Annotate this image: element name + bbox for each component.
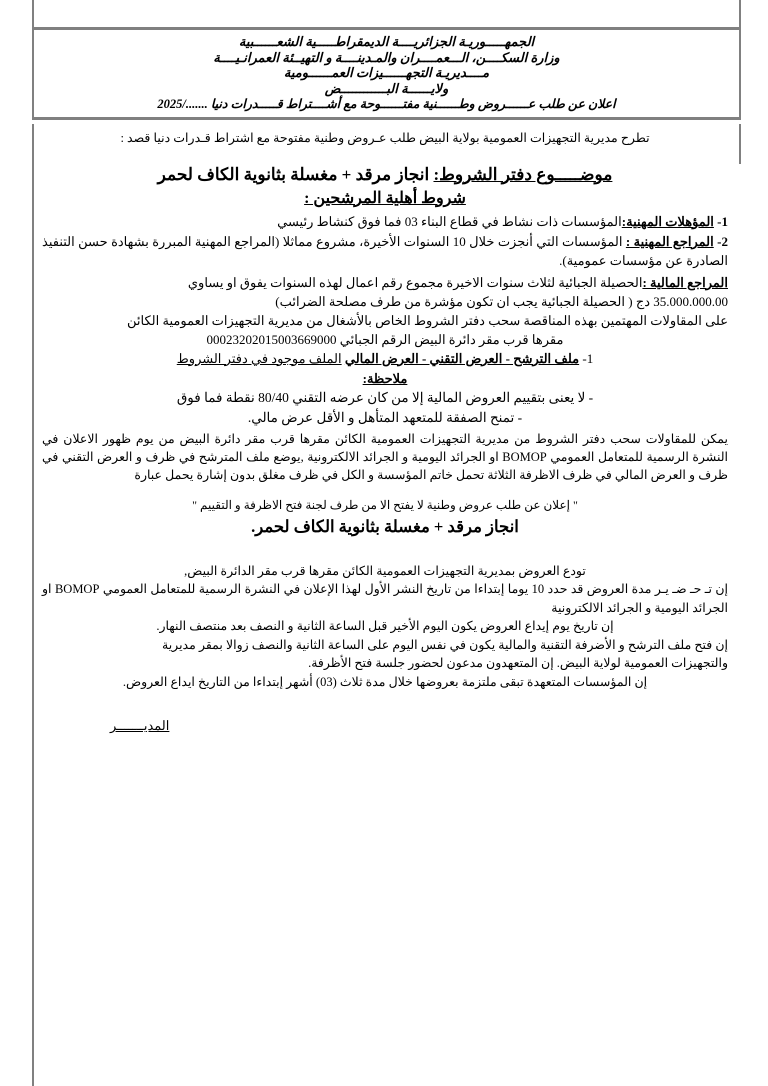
- header-announcement-line: اعلان عن طلب عــــــروض وطــــــنية مفتــــــوحة مع أشــــتراط قـــــدرات دنيا ......./2025: [157, 97, 616, 111]
- intro-paragraph: تطرح مديرية التجهيزات العمومية بولاية البيض طلب عـروض وطنية مفتوحة مع اشتراط قـدرات دنيا قصد :: [120, 131, 650, 145]
- file-composition-item: [42, 349, 728, 369]
- document-header-frame: [32, 27, 741, 120]
- financial-line-2: [42, 292, 728, 311]
- frame-spur-body-right: [739, 124, 741, 164]
- closing-line-5: والتجهيزات العمومية لولاية البيض. إن المتعهدون مدعون لحضور جلسة فتح الأظرفة.: [308, 656, 728, 670]
- condition-item-2: [42, 232, 728, 271]
- condition-2-label: المراجع المهنية :: [625, 233, 714, 249]
- withdrawal-line-1: يمكن للمقاولات سحب دفتر الشروط من مديرية التجهيزات العمومية الكائن مقرها قرب مقر دائرة البيض من يوم ظهور: [102, 431, 729, 446]
- document-body: [42, 130, 728, 735]
- closing-block: [42, 548, 728, 692]
- note-bullet-1: - لا يعنى بتقييم العروض المالية إلا من كان عرضه التقني 80/40 نقطة فما فوق: [176, 389, 594, 405]
- closing-line-2b: العمومي: [102, 582, 147, 596]
- signature-label: المديـــــــر: [110, 718, 170, 733]
- subject-title-value: انجاز مرقد + مغسلة بثانوية الكاف لحمر: [157, 164, 430, 184]
- condition-2-text: المؤسسات التي أنجزت خلال 10 السنوات الأخيرة، مشروع مماثلا (المراجع المهنية المبررة بشهادة حسن التنفيذ الصادرة عن مؤسسات عمومية).: [42, 233, 728, 268]
- closing-line-4: إن فتح ملف الترشح و الأضرفة التقنية والمالية يكون في نفس اليوم على الساعة الثانية والنصف زوالا بمقر مديرية: [162, 637, 728, 652]
- header-directorate-line: مــــديريـة التجهــــــيزات العمــــــومية: [283, 65, 490, 80]
- closing-line-3: إن تاريخ يوم إيداع العروض يكون اليوم الأخير قبل الساعة الثانية و النصف بعد منتصف النهار.: [156, 619, 614, 633]
- financial-amount: 35.000.000.00: [653, 293, 728, 309]
- financial-line-1: [42, 273, 728, 292]
- frame-spur-top-left: [32, 0, 34, 27]
- file-item-label-b: الملف موجود في دفتر الشروط: [176, 350, 342, 366]
- eligibility-subtitle: شروط أهلية المرشحين :: [304, 189, 466, 207]
- closing-line-6: إن المؤسسات المتعهدة تبقى ملتزمة بعروضها خلال مدة ثلاث (03) أشهر إبتداءا من التاريخ ايداع العروض.: [122, 674, 648, 689]
- withdrawal-line-4: يحمل عبارة: [134, 467, 194, 482]
- condition-1-text: المؤسسات ذات نشاط في قطاع البناء 03 فما فوق كنشاط رئيسي: [277, 213, 622, 229]
- financial-text-1: الحصيلة الجبائية لثلاث سنوات الاخيرة مجموع رقم اعمال لهذه السنوات يفوق او يساوي: [187, 274, 643, 290]
- withdrawal-line-2c: او الجرائد اليومية و الجرائد الالكترونية ,يوضع ملف المترشح في ظرف: [145, 449, 499, 464]
- withdrawal-line-2a: الاعلان في النشرة الرسمية للمتعامل العمومي: [42, 431, 728, 464]
- financial-amount-rest: دج ( الحصيلة الجبائية يجب ان تكون مؤشرة من طرف مصلحة الضرائب): [275, 293, 650, 309]
- condition-1-number: 1-: [717, 213, 728, 229]
- bomop-label-2: BOMOP: [54, 582, 100, 596]
- condition-item-1: [42, 212, 728, 232]
- note-heading: ملاحظة:: [362, 370, 408, 386]
- closing-line-2: [42, 580, 728, 617]
- condition-2-number: 2-: [717, 233, 728, 249]
- file-item-number: 1-: [582, 350, 594, 366]
- financial-references-block: [42, 271, 728, 349]
- financial-label: المراجع المالية :: [642, 274, 728, 290]
- header-republic-line: الجمهـــــوريـة الجزائريــــة الديمقراطـــــية الشعــــــبية: [238, 34, 535, 49]
- signature-block: [42, 691, 728, 735]
- tax-number-value: 00023202015003669000: [206, 331, 337, 347]
- tax-number-label: مقرها قرب مقر دائرة البيض الرقم الجبائي: [339, 331, 564, 347]
- closing-line-2a: إن تـ حـ ضـ يـر مدة العروض قد حدد 10 يوما إبتداءا من تاريخ النشر الأول لهذا الإعلان في النشرة الرسمية للمتعامل: [150, 582, 729, 596]
- note-bullet-2: - تمنح الصفقة للمتعهد المتأهل و الأقل عرض مالي.: [247, 409, 523, 425]
- frame-spur-body-left: [32, 124, 34, 1086]
- condition-1-label: المؤهلات المهنية:: [621, 213, 714, 229]
- withdrawal-line-3: و العرض التقني في ظرف و العرض المالي في ظرف الاظرفة الثلاثة تحمل خاتم المؤسسة و الكل في ظرف مغلق بدون إشارة: [42, 449, 728, 482]
- subject-title-label: موضـــــوع دفتر الشروط:: [433, 164, 613, 184]
- closing-line-2d: او الجرائد اليومية و الجرائد الالكترونية: [42, 582, 728, 615]
- subject-title-line: [42, 162, 728, 188]
- financial-line-4: [42, 330, 728, 349]
- envelope-quoted-phrase: " إعلان عن طلب عروض وطنية لا يفتح الا من طرف لجنة فتح الاظرفة و التقييم ": [192, 497, 578, 512]
- file-item-label-a: ملف الترشح - العرض التقني - العرض المالي: [344, 350, 580, 366]
- repeated-project-title: انجاز مرقد + مغسلة بثانوية الكاف لحمر.: [251, 516, 519, 536]
- header-ministry-line: وزارة السكــــن، الـــعمــــران والمـدينــــة و التهيــئة العمرانـيــــة: [213, 49, 560, 65]
- bomop-label-1: BOMOP: [502, 449, 547, 464]
- header-wilaya-line: ولايــــــة البــــــــــــض: [324, 80, 449, 96]
- financial-line-3: على المقاولات المهتمين بهذه المناقصة سحب دفتر الشروط الخاص بالأشغال من مديرية التجهيزات العمومية الكائن: [127, 312, 728, 328]
- frame-spur-top-right: [739, 0, 741, 27]
- closing-line-1: تودع العروض بمديرية التجهيزات العمومية الكائن مقرها قرب مقر الدائرة البيض,: [184, 563, 586, 578]
- withdrawal-paragraph: [42, 428, 728, 484]
